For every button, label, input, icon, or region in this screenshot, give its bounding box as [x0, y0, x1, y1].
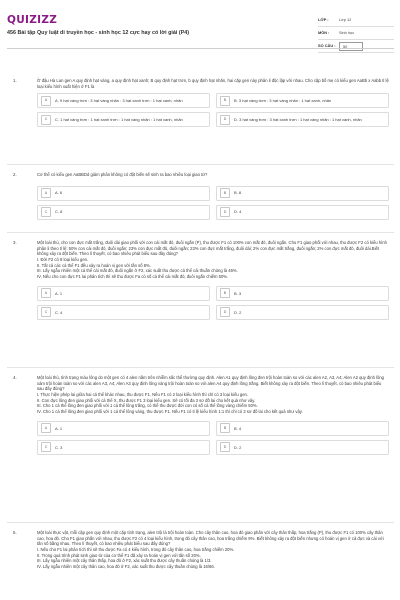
option-letter: B: [220, 423, 230, 433]
quizizz-logo: QUIZIZZ: [7, 14, 58, 26]
option-letter: A: [41, 423, 51, 433]
statement-4: IV. Nếu cho con đực F1 lai phân tích thì sẽ thu được Fa có số cá thể cái mắt đỏ, đuôi ngắn chiếm 50%.: [37, 274, 229, 280]
option-a[interactable]: [37, 186, 210, 201]
question-number: 2.: [13, 172, 17, 177]
meta-grade-label: LỚP :: [318, 17, 329, 23]
question-stem: Một loài thực vật, mỗi cặp gen quy định một cặp tính trạng, alen trội là trội hoàn toàn. Cho cây thân cao, hoa đỏ giao phấn với cây thân thấp, hoa trắng (P), thu được F1 có 100% cây thân cao, hoa đỏ. Cho F1 giao phấn với nhau, thu được F2 có 4 loại kiểu hình, trong đó cây thân cao, hoa trắng chiếm 9%. Biết không xảy ra đột biến nhưng có hoán vị gen ở cả đực và cái với tần số bằng nhau. Theo lí thuyết, có bao nhiêu phát biểu sau đây đúng?: [37, 530, 384, 547]
question-number: 1.: [13, 78, 17, 83]
statement-1: I. Đời F2 có 8 loại kiểu gen.: [37, 257, 89, 263]
option-letter: B: [220, 188, 230, 198]
question-divider: [7, 367, 394, 368]
option-text: A. 1: [55, 290, 63, 296]
option-c[interactable]: [37, 112, 210, 127]
option-d[interactable]: [216, 305, 389, 320]
option-d[interactable]: [216, 112, 389, 127]
option-letter: D: [220, 115, 230, 125]
statement-4: IV. Lấy ngẫu nhiên một cây thân cao, hoa đỏ ở F2, xác suất thu được cây thuần chủng là 16/66.: [37, 564, 215, 570]
question-2: [13, 172, 393, 220]
question-3: [13, 240, 393, 320]
option-letter: C: [41, 115, 51, 125]
statement-3: III. Lấy ngẫu nhiên một cây thân thấp, hoa đỏ ở F2, xác suất thu được cây thuần chủng là 1/3.: [37, 558, 212, 564]
question-text: [37, 530, 389, 570]
statement-3: III. Lấy ngẫu nhiên một cá thể cái mắt đỏ, đuôi ngắn ở F2, xác suất thu được cá thể cái thuần chủng là 46%.: [37, 268, 238, 274]
option-a[interactable]: [37, 93, 210, 108]
meta-count: [318, 40, 394, 53]
option-letter: B: [220, 288, 230, 298]
statement-3: III. Cho 1 cá thể lông đen giao phối với 1 cá thể lông trắng, có thể thu được đời con có số cá thể lông vàng chiếm 50%.: [37, 403, 258, 409]
option-b[interactable]: [216, 421, 389, 436]
question-divider: [7, 164, 394, 165]
option-letter: C: [41, 207, 51, 217]
question-number: 5.: [13, 530, 17, 535]
header-divider: [7, 48, 394, 49]
question-number: 3.: [13, 240, 17, 245]
option-letter: D: [220, 307, 230, 317]
option-text: B. 4: [234, 425, 242, 431]
option-text: D. 2: [234, 309, 242, 315]
meta-count-value: 50: [339, 42, 363, 51]
option-b[interactable]: [216, 286, 389, 301]
option-text: A. 6: [55, 190, 63, 196]
question-number: 4.: [13, 375, 17, 380]
question-text: [37, 78, 389, 89]
option-text: C. 4: [55, 309, 63, 315]
option-text: B. 3: [234, 290, 242, 296]
question-stem: Ở đậu Hà Lan gen A quy định hạt vàng, a quy định hạt xanh; B quy định hạt trơn, b quy định hạt nhăn, hai cặp gen này phân li độc lập với nhau. Cho cặp bố mẹ có kiểu gen AaBb x Aabb tỉ lệ loại kiểu hình xuất hiện ở F1 là: [37, 78, 389, 89]
option-text: C. 8: [55, 209, 63, 215]
question-stem: Cơ thể có kiểu gen AaBBDd giảm phân không có đột biến sẽ sinh ra bao nhiêu loại giao tử?: [37, 172, 208, 177]
option-c[interactable]: [37, 205, 210, 220]
statement-2: II. Con đực lông đen giao phối với cá thể X, thu được F1 3 loại kiểu gen. Sẽ có tối đa 3 sơ đồ lai cho kết quả như vậy.: [37, 397, 256, 403]
answer-options: [37, 186, 389, 220]
option-d[interactable]: [216, 440, 389, 455]
question-stem: Một loài thú, tính trạng màu lông do một gen có 4 alen nằm trên nhiễm sắc thể thường quy định. Alen A1 quy định lông đen trội hoàn toàn so với các alen A2, A3, A4; Alen A2 quy định lông xám trội hoàn toàn so với các alen A3, A4; Alen A3 quy định lông vàng trội hoàn toàn so với alen A4 quy định lông trắng. Biết không xảy ra đột biến. Theo lí thuyết, có bao nhiêu phát biểu sau đây đúng?: [37, 375, 385, 392]
meta-grade-value: Lớp 12: [339, 17, 352, 23]
option-b[interactable]: [216, 186, 389, 201]
meta-count-label: SỐ CÂU :: [318, 43, 336, 49]
option-letter: B: [220, 96, 230, 106]
statement-1: I. Nếu cho F1 lai phân tích thì sẽ thu được Fa có 4 kiểu hình, trong đó cây thân cao, hoa trắng chiếm 20%.: [37, 547, 235, 553]
option-text: B. 8: [234, 190, 242, 196]
answer-options: [37, 286, 389, 320]
option-letter: C: [41, 442, 51, 452]
option-letter: D: [220, 207, 230, 217]
meta-grade: [318, 14, 394, 27]
option-c[interactable]: [37, 305, 210, 320]
question-5: [13, 530, 393, 570]
statement-2: II. Trong quá trình phát sinh giao tử của cơ thể F1 đã xảy ra hoán vị gen với tần số 20%.: [37, 552, 201, 558]
meta-subject-label: MÔN :: [318, 30, 330, 36]
answer-options: [37, 93, 389, 127]
question-text: [37, 240, 389, 280]
option-text: A. 1: [55, 425, 63, 431]
option-c[interactable]: [37, 440, 210, 455]
option-letter: C: [41, 307, 51, 317]
statement-1: I. Thực hiện phép lai giữa hai cá thể khác nhau, thu được F1. Nếu F1 có 2 loại kiểu hình thì chỉ có 3 loại kiểu gen.: [37, 392, 249, 398]
meta-subject-value: Sinh học: [339, 30, 355, 36]
question-divider: [7, 522, 394, 523]
option-text: D. 4: [234, 209, 242, 215]
option-letter: D: [220, 442, 230, 452]
question-stem: Một loài thú, cho con đực mắt trắng, đuôi dài giao phối với con cái mắt đỏ, đuôi ngắn (P), thu được F1 có 100% con mắt đỏ, đuôi ngắn. Cho F1 giao phối với nhau, thu được F2 có kiểu hình phân li theo tỉ lệ: 50% con cái mắt đỏ, đuôi ngắn; 23% con đực mắt đỏ, đuôi ngắn; 23% con đực mắt trắng, đuôi dài; 2% con đực mắt trắng, đuôi ngắn; 2% con đực mắt đỏ, đuôi dài.Biết không xảy ra đột biến. Theo lí thuyết, có bao nhiêu phát biểu sau đây đúng?: [37, 240, 387, 257]
document-title: 456 Bài tập Quy luật di truyền học - sinh học 12 cực hay có lời giải (P4): [7, 30, 190, 36]
option-text: C. 3: [55, 444, 63, 450]
meta-subject: [318, 27, 394, 40]
question-4: [13, 375, 393, 455]
question-text: [37, 375, 389, 415]
option-letter: A: [41, 188, 51, 198]
option-text: D. 2: [234, 444, 242, 450]
option-letter: A: [41, 96, 51, 106]
option-a[interactable]: [37, 421, 210, 436]
option-text: A. 9 hạt vàng trơn : 3 hạt vàng nhăn : 3 hạt xanh trơn : 1 hạt xanh, nhăn: [55, 98, 183, 104]
question-divider: [7, 232, 394, 233]
option-text: C. 1 hạt vàng trơn : 1 hạt xanh trơn : 1 hạt vàng nhăn : 1 hạt xanh, nhăn: [55, 117, 183, 123]
question-1: [13, 78, 393, 127]
statement-2: II. Tất cả các cá thể F1 đều xảy ra hoán vị gen với tần số 8%.: [37, 262, 151, 268]
option-b[interactable]: [216, 93, 389, 108]
answer-options: [37, 421, 389, 455]
question-text: [37, 172, 389, 178]
option-text: B. 3 hạt vàng trơn : 3 hạt vàng nhăn : 1 hạt xanh, nhăn: [234, 98, 332, 104]
option-letter: A: [41, 288, 51, 298]
statement-4: IV. Cho 1 cá thể lông đen giao phối với 1 cá thể lông vàng, thu được F1. Nếu F1 có tỉ lệ kiểu hình 1:1 thì chỉ có 3 sơ đồ lai cho kết quả như vậy.: [37, 409, 303, 415]
option-text: D. 3 hạt vàng trơn : 3 hạt xanh trơn : 1 hạt vàng nhăn : 1 hạt xanh, nhăn: [234, 117, 362, 123]
option-d[interactable]: [216, 205, 389, 220]
option-a[interactable]: [37, 286, 210, 301]
